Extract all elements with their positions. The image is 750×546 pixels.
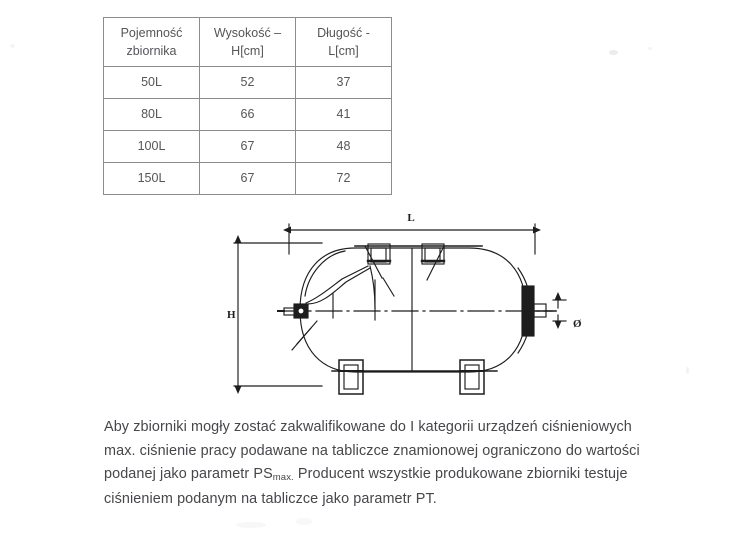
scan-artifact-speck: [236, 522, 266, 528]
cell-length: 48: [296, 131, 392, 163]
tank-outlet-flange: [522, 286, 556, 336]
cell-length: 41: [296, 99, 392, 131]
height-dimension-label: H: [227, 309, 236, 321]
table-row: [104, 131, 392, 163]
cell-capacity: 100L: [104, 131, 200, 163]
scan-artifact-speck: [296, 518, 312, 525]
scan-artifact-speck: [686, 367, 689, 374]
cell-capacity: 80L: [104, 99, 200, 131]
column-header-length: [296, 18, 392, 67]
diameter-dimension-label: Ø: [573, 318, 582, 330]
column-header-height: [200, 18, 296, 67]
column-header-height-line2: H[cm]: [231, 44, 264, 58]
table-row: [104, 99, 392, 131]
cell-length: 72: [296, 163, 392, 195]
column-header-height-line1: Wysokość –: [213, 25, 282, 40]
cell-height: 52: [200, 67, 296, 99]
scan-artifact-speck: [648, 47, 652, 50]
column-header-capacity-line1: Pojemność: [120, 25, 183, 40]
tank-support-foot: [339, 360, 363, 394]
scan-artifact-speck: [609, 50, 618, 55]
pressure-tank-technical-drawing: [222, 208, 612, 403]
paragraph-line-1: Aby zbiorniki mogły zostać zakwalifikowane do I kategorii urządzeń ciśnieniowych: [104, 419, 632, 435]
height-dimension: [234, 243, 322, 386]
notice-paragraph: [104, 416, 704, 511]
column-header-capacity: [104, 18, 200, 67]
column-header-length-line1: Długość -: [317, 25, 370, 40]
table-header-row: [104, 18, 392, 67]
cell-height: 67: [200, 163, 296, 195]
tank-body-outline: [300, 248, 531, 372]
cell-height: 66: [200, 99, 296, 131]
paragraph-line-2: max. ciśnienie pracy podawane na tabliczce znamionowej ograniczono do wartości: [104, 442, 640, 459]
cell-capacity: 50L: [104, 67, 200, 99]
paragraph-line-3-before: podanej jako parametr PS: [104, 466, 273, 483]
cell-height: 67: [200, 131, 296, 163]
column-header-capacity-line2: zbiornika: [126, 44, 177, 58]
table-row: [104, 67, 392, 99]
tank-specification-table: [103, 17, 392, 195]
ps-max-subscript: max.: [272, 472, 294, 484]
tank-internal-membrane: [306, 266, 375, 308]
tank-top-fitting: [368, 244, 390, 264]
cell-length: 37: [296, 67, 392, 99]
column-header-length-line2: L[cm]: [328, 44, 359, 58]
table-row: [104, 163, 392, 195]
tank-support-foot: [460, 360, 484, 394]
length-dimension-label: L: [407, 212, 415, 224]
tank-top-fitting: [422, 244, 444, 264]
cell-capacity: 150L: [104, 163, 200, 195]
paragraph-line-4: ciśnieniem podanym na tabliczce jako parametr PT.: [104, 490, 437, 507]
scan-artifact-speck: [10, 44, 15, 48]
paragraph-line-3-after: Producent wszystkie produkowane zbiorniki testuje: [293, 466, 628, 483]
